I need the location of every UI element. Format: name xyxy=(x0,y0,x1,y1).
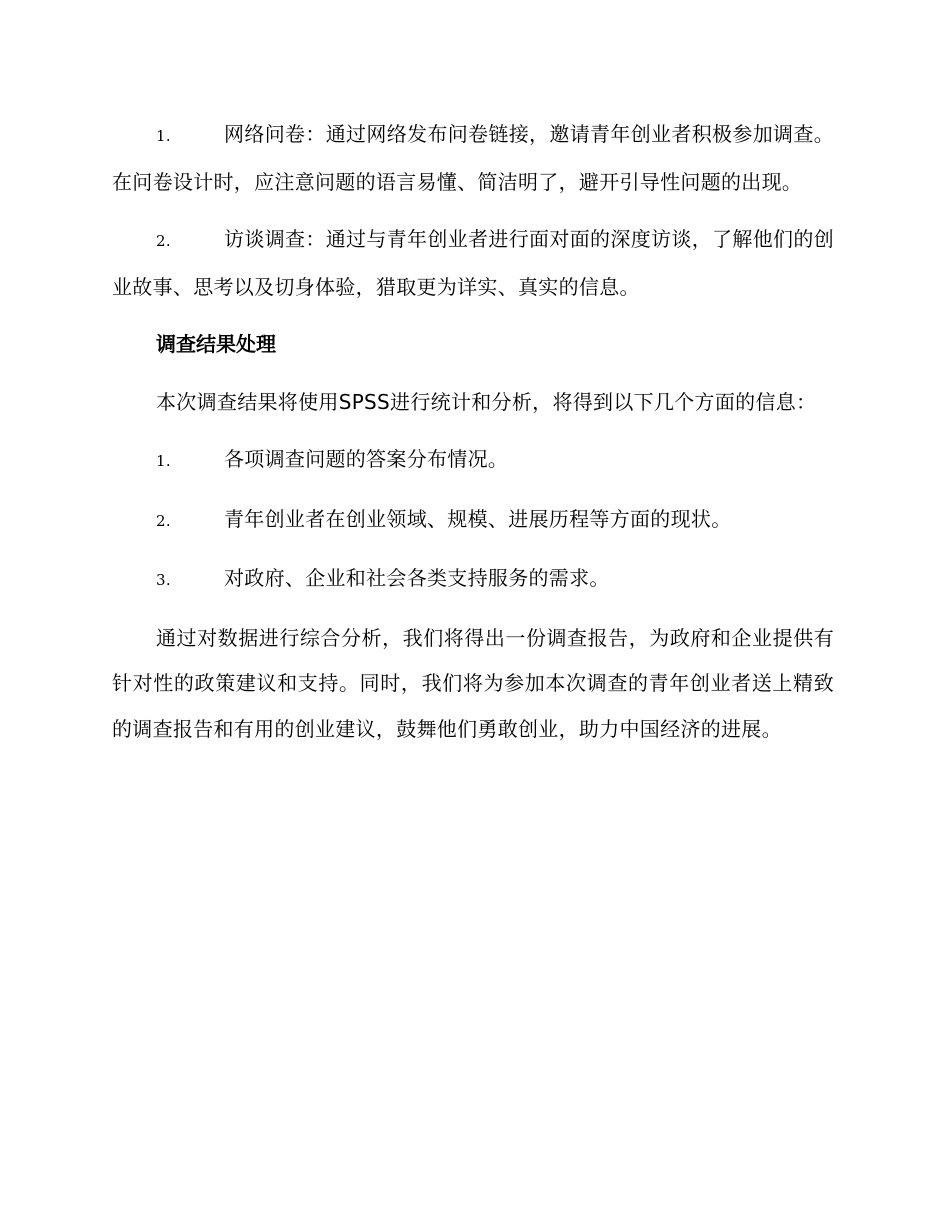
list-number: 1. xyxy=(156,452,171,470)
results-intro-paragraph: 本次调查结果将使用SPSS进行统计和分析，将得到以下几个方面的信息： xyxy=(156,389,817,414)
results-item-text: 青年创业者在创业领域、规模、进展历程等方面的现状。 xyxy=(224,506,732,531)
method-text: 访谈调查：通过与青年创业者进行面对面的深度访谈，了解他们的创业故事、思考以及切身体验，猎取更为详实、真实的信息。 xyxy=(112,227,834,299)
results-item-text: 对政府、企业和社会各类支持服务的需求。 xyxy=(224,566,610,590)
method-text: 网络问卷：通过网络发布问卷链接，邀请青年创业者积极参加调查。在问卷设计时，应注意问题的语言易懂、简洁明了，避开引导性问题的出现。 xyxy=(112,122,834,194)
list-number: 2. xyxy=(156,232,171,250)
list-number: 2. xyxy=(156,511,171,530)
list-number: 3. xyxy=(156,571,171,589)
method-item-network-survey xyxy=(112,112,834,205)
results-item-2 xyxy=(112,497,834,545)
results-item-text: 各项调查问题的答案分布情况。 xyxy=(224,447,509,471)
method-item-interview xyxy=(112,217,834,310)
document-page xyxy=(112,112,834,764)
results-item-1 xyxy=(112,437,834,485)
list-number: 1. xyxy=(156,127,171,145)
conclusion-paragraph: 通过对数据进行综合分析，我们将得出一份调查报告，为政府和企业提供有针对性的政策建议和支持。同时，我们将为参加本次调查的青年创业者送上精致的调查报告和有用的创业建议，鼓舞他们勇敢创业，助力中国经济的进展。 xyxy=(112,625,834,741)
results-item-3 xyxy=(112,556,834,604)
section-heading-results: 调查结果处理 xyxy=(156,332,276,356)
